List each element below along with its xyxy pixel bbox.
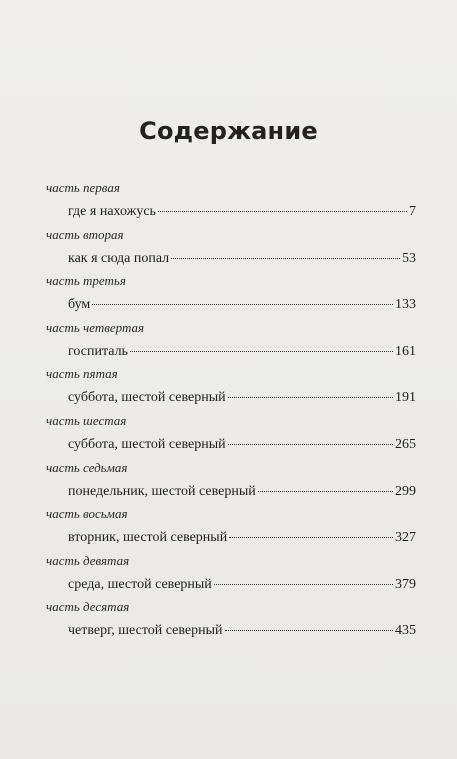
dot-leader [130, 351, 393, 352]
toc-entry [46, 342, 416, 362]
toc-part [46, 599, 416, 646]
toc-part [46, 413, 416, 460]
chapter-title: госпиталь [68, 343, 128, 359]
page-number: 265 [395, 436, 416, 452]
part-label: часть восьмая [46, 506, 128, 522]
page-number: 435 [395, 623, 416, 639]
chapter-title: как я сюда попал [68, 250, 170, 266]
dot-leader [214, 584, 393, 585]
toc-entry [46, 482, 416, 502]
page-number: 7 [409, 204, 416, 219]
part-label: часть четвертая [46, 319, 145, 335]
toc-entry [46, 575, 416, 595]
toc-part [46, 227, 416, 274]
dot-leader [258, 491, 393, 492]
chapter-title: четверг, шестой северный [68, 623, 223, 639]
part-label: часть пятая [46, 366, 118, 382]
part-label: часть шестая [46, 412, 127, 428]
page-number: 53 [402, 250, 416, 266]
toc-entry [46, 435, 416, 455]
toc-part [46, 506, 416, 553]
page-number: 191 [395, 390, 416, 406]
part-label: часть первая [46, 180, 120, 195]
chapter-title: вторник, шестой северный [68, 530, 228, 546]
toc-entry [46, 249, 416, 269]
part-label: часть седьмая [46, 459, 128, 475]
toc-part [46, 180, 416, 227]
dot-leader [228, 397, 393, 398]
toc-part [46, 273, 416, 320]
part-label: часть десятая [46, 599, 130, 615]
page-title: Содержание [139, 117, 318, 145]
dot-leader [228, 444, 393, 445]
dot-leader [92, 304, 393, 305]
chapter-title: среда, шестой северный [68, 576, 212, 592]
dot-leader [229, 537, 393, 538]
toc-entry [46, 621, 416, 641]
chapter-title: суббота, шестой северный [68, 390, 226, 406]
dot-leader [158, 211, 407, 212]
dot-leader [171, 258, 400, 259]
toc-entry [46, 528, 416, 548]
page-number: 133 [395, 297, 416, 313]
page-number: 327 [395, 530, 416, 546]
toc-part [46, 366, 416, 413]
table-of-contents [46, 180, 416, 646]
page-number: 379 [395, 576, 416, 592]
part-label: часть девятая [46, 552, 130, 568]
toc-entry [46, 388, 416, 408]
chapter-title: суббота, шестой северный [68, 436, 226, 452]
toc-entry [46, 295, 416, 315]
page-number: 299 [395, 483, 416, 499]
dot-leader [225, 630, 394, 631]
toc-entry [46, 202, 416, 222]
chapter-title: бум [68, 297, 91, 313]
toc-part [46, 320, 416, 367]
part-label: часть вторая [46, 226, 124, 242]
toc-part [46, 553, 416, 600]
page-number: 161 [395, 343, 416, 359]
chapter-title: понедельник, шестой северный [68, 483, 256, 499]
chapter-title: где я нахожусь [68, 204, 156, 219]
toc-part [46, 460, 416, 507]
part-label: часть третья [46, 273, 126, 289]
